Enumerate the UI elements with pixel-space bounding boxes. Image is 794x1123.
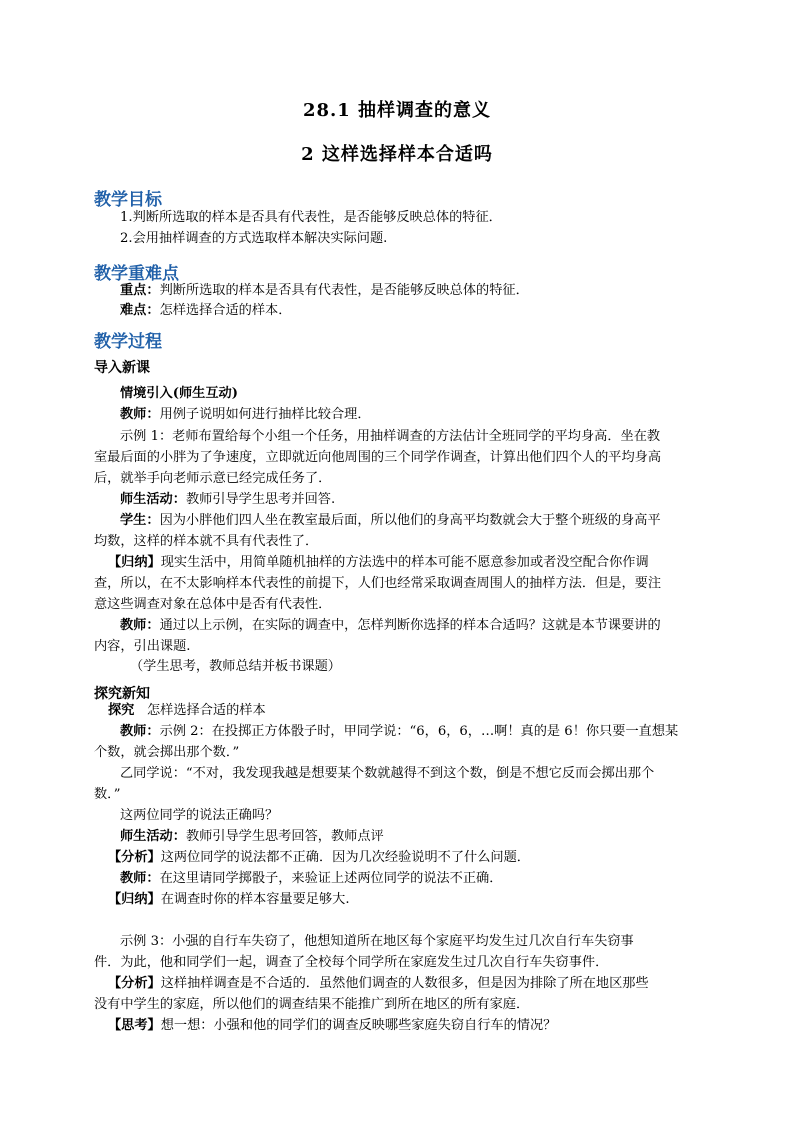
key-text: 判断所选取的样本是否具有代表性，是否能够反映总体的特征． (159, 283, 529, 298)
think-label: 【思考】 (108, 1018, 161, 1033)
intro-teacher (120, 404, 724, 425)
example3-line-2: 件．为此，他和同学们一起，调查了全校每个同学所在家庭发生过几次自行车失窃事件． (94, 955, 609, 970)
explore-heading: 探究新知 (94, 686, 150, 702)
teacher2-text: 通过以上示例，在实际的调查中，怎样判断你选择的样本合适吗？这就是本节课要讲的 (159, 618, 661, 633)
teacher-label: 教师： (120, 407, 160, 422)
student-line-2: 均数，这样的样本就不具有代表性了． (94, 534, 319, 549)
explore-topic (108, 700, 712, 721)
page-title: 28.1 抽样调查的意义 (302, 100, 492, 121)
situation-label: 情境引入(师生互动) (120, 386, 238, 401)
analysis-label: 【分析】 (108, 850, 161, 865)
goals-heading: 教学目标 (94, 190, 162, 210)
teacher-text: 用例子说明如何进行抽样比较合理． (159, 407, 371, 422)
intro-heading: 导入新课 (94, 360, 150, 376)
explore-activity-label: 师生活动： (120, 829, 186, 844)
key-label: 重点： (120, 283, 160, 298)
topic-label: 探究 (108, 703, 135, 718)
student-line-1 (120, 510, 724, 531)
analysis2-label: 【分析】 (108, 976, 161, 991)
student-label: 学生： (120, 513, 160, 528)
activity-label: 师生活动： (120, 492, 186, 507)
goal-item-2: 2.会用抽样调查的方式选取样本解决实际问题. (120, 231, 388, 246)
explore-summary (108, 889, 712, 910)
intro-note: （学生思考，教师总结并板书课题） (130, 659, 341, 674)
explore-summary-text: 在调查时你的样本容量要足够大. (160, 892, 350, 907)
hard-text: 怎样选择合适的样本． (159, 303, 292, 318)
example2-line-2: 个数，就会掷出那个数．” (94, 745, 240, 760)
analysis-text: 这两位同学的说法都不正确．因为几次经验说明不了什么问题． (160, 850, 530, 865)
example2-text: 示例 2：在投掷正方体骰子时，甲同学说：“6，6，6，…啊！真的是 6！你只要一直想某 (159, 724, 679, 739)
goal-item-1: 1.判断所选取的样本是否具有代表性，是否能够反映总体的特征． (120, 210, 502, 225)
analysis2-line-2: 没有中学生的家庭，所以他们的调查结果不能推广到所在地区的所有家庭． (94, 997, 530, 1012)
think-text: 想一想：小强和他的同学们的调查反映哪些家庭失窃自行车的情况？ (160, 1018, 557, 1033)
example1-line-3: 后，就举手向老师示意已经完成任务了． (94, 471, 332, 486)
example2-line-1 (120, 721, 724, 742)
think-line (108, 1015, 712, 1036)
explore-question: 这两位同学的说法正确吗？ (120, 808, 279, 823)
example1-line-2: 室最后面的小胖为了争速度，立即就近向他周围的三个同学作调查，计算出他们四个人的平均身高 (94, 450, 662, 465)
topic-text: 怎样选择合适的样本 (146, 703, 266, 718)
intro-activity (120, 489, 724, 510)
key-point (120, 280, 724, 301)
explore-summary-label: 【归纳】 (108, 892, 161, 907)
intro-summary-line-2: 查，所以，在不太影响样本代表性的前提下，人们也经常采取调查周围人的抽样方法．但是，要注 (94, 576, 662, 591)
keypoints-heading: 教学重难点 (94, 264, 179, 284)
summary-text: 现实生活中，用简单随机抽样的方法选中的样本可能不愿意参加或者没空配合你作调 (160, 555, 649, 570)
explore-teacher2-text: 在这里请同学掷骰子，来验证上述两位同学的说法不正确． (159, 871, 503, 886)
student-b-line-1: 乙同学说：“不对，我发现我越是想要某个数就越得不到这个数，倒是不想它反而会掷出那个 (120, 766, 655, 781)
explore-activity-text: 教师引导学生思考回答，教师点评 (185, 829, 384, 844)
intro-summary-line-1 (108, 552, 712, 573)
explore-teacher2-label: 教师： (120, 871, 160, 886)
explore-activity (120, 826, 724, 847)
analysis2-text: 这样抽样调查是不合适的．虽然他们调查的人数很多，但是因为排除了所在地区那些 (160, 976, 649, 991)
example3-line-1: 示例 3：小强的自行车失窃了，他想知道所在地区每个家庭平均发生过几次自行车失窃事 (120, 934, 634, 949)
intro-teacher2-line-1 (120, 615, 724, 636)
intro-teacher2-line-2: 内容，引出课题. (94, 639, 191, 654)
explore-teacher-label: 教师： (120, 724, 160, 739)
summary-label: 【归纳】 (108, 555, 161, 570)
analysis2-line-1 (108, 973, 712, 994)
student-text: 因为小胖他们四人坐在教室最后面，所以他们的身高平均数就会大于整个班级的身高平 (159, 513, 661, 528)
explore-analysis (108, 847, 712, 868)
student-b-line-2: 数．” (94, 787, 121, 802)
intro-summary-line-3: 意这些调查对象在总体中是否有代表性． (94, 597, 332, 612)
hard-label: 难点： (120, 303, 160, 318)
hard-point (120, 300, 724, 321)
process-heading: 教学过程 (94, 332, 162, 352)
explore-teacher2 (120, 868, 724, 889)
teacher2-label: 教师： (120, 618, 160, 633)
activity-text: 教师引导学生思考并回答. (185, 492, 336, 507)
example1-line-1: 示例 1：老师布置给每个小组一个任务，用抽样调查的方法估计全班同学的平均身高．坐在教 (120, 429, 661, 444)
page-subtitle: 2 这样选择样本合适吗 (301, 144, 493, 165)
